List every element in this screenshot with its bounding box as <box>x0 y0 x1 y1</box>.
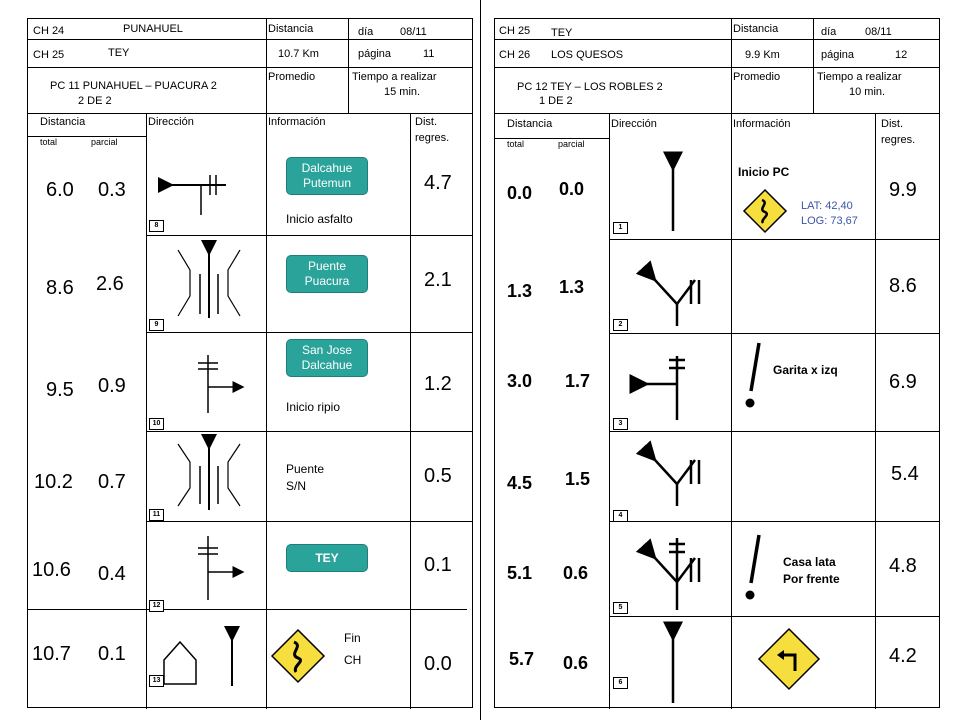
remaining-distance: 6.9 <box>889 371 917 393</box>
header-rule <box>28 39 472 40</box>
tulip-fork-left-diagram <box>609 432 731 522</box>
partial-distance: 0.1 <box>98 643 126 665</box>
info-note: Casa lata <box>783 555 836 569</box>
tulip-fork-left-diagram <box>609 240 731 334</box>
step-index: 1 <box>613 222 628 234</box>
partial-distance: 2.6 <box>96 273 124 295</box>
longitude: LOG: 73,67 <box>801 215 858 227</box>
partial-distance: 0.0 <box>559 179 585 199</box>
step-index: 8 <box>149 220 164 232</box>
step-index: 11 <box>149 509 164 521</box>
col-dist-remaining-2: regres. <box>881 134 916 146</box>
destination-sign <box>286 544 368 572</box>
pc-title: PC 11 PUNAHUEL – PUACURA 2 <box>50 80 217 92</box>
roadbook-page-12 <box>494 18 940 708</box>
tulip-straight-diagram <box>609 617 731 707</box>
remaining-distance: 0.0 <box>424 653 452 675</box>
col-distance: Distancia <box>40 116 86 128</box>
day-label: día <box>358 26 374 38</box>
ch-from-name: PUNAHUEL <box>123 23 183 35</box>
average-label: Promedio <box>733 71 781 83</box>
average-label: Promedio <box>268 71 316 83</box>
header-rule <box>28 113 472 114</box>
col-information: Información <box>268 116 326 128</box>
col-total: total <box>507 139 525 149</box>
info-note: Inicio asfalto <box>286 212 353 226</box>
step-index: 3 <box>613 418 628 430</box>
header-divider <box>266 19 267 113</box>
col-dist-remaining: Dist. <box>881 118 903 130</box>
info-note: Puente <box>286 462 325 476</box>
column-divider <box>410 113 411 709</box>
col-partial: parcial <box>558 139 585 149</box>
col-distance: Distancia <box>507 118 553 130</box>
sign-line: Dalcahue <box>301 358 353 372</box>
time-value: 15 min. <box>384 86 421 98</box>
tulip-right-turn-diagram <box>146 522 266 612</box>
remaining-distance: 4.2 <box>889 645 917 667</box>
partial-distance: 1.3 <box>559 277 585 297</box>
info-note: CH <box>344 653 362 667</box>
remaining-distance: 4.7 <box>424 172 452 194</box>
ch-from-name: TEY <box>551 27 573 39</box>
remaining-distance: 0.5 <box>424 465 452 487</box>
info-note: Inicio ripio <box>286 400 341 414</box>
sign-line: Puente <box>307 259 347 273</box>
tulip-straight-diagram <box>609 139 731 239</box>
tulip-left-turn-diagram <box>146 137 266 237</box>
partial-distance: 0.9 <box>98 375 126 397</box>
partial-distance: 0.7 <box>98 471 126 493</box>
total-distance: 10.6 <box>32 559 71 581</box>
remaining-distance: 4.8 <box>889 555 917 577</box>
subheader-rule <box>28 136 146 137</box>
destination-sign <box>286 255 368 293</box>
sign-line: Dalcahue <box>301 161 353 175</box>
partial-distance: 1.7 <box>565 371 591 391</box>
total-distance: 8.6 <box>46 277 74 299</box>
column-divider <box>266 113 267 709</box>
distance-label: Distancia <box>268 23 314 35</box>
remaining-distance: 9.9 <box>889 179 917 201</box>
step-index: 2 <box>613 319 628 331</box>
header-rule <box>495 39 939 40</box>
header-rule <box>28 67 472 68</box>
col-dist-remaining-2: regres. <box>415 132 450 144</box>
header-divider <box>731 19 732 113</box>
time-label: Tiempo a realizar <box>352 71 437 83</box>
ch-to-name: LOS QUESOS <box>551 49 624 61</box>
subheader-rule <box>495 138 609 139</box>
ch-from: CH 25 <box>499 25 531 37</box>
ch-from: CH 24 <box>33 25 65 37</box>
col-dist-remaining: Dist. <box>415 116 437 128</box>
time-value: 10 min. <box>849 86 886 98</box>
day-value: 08/11 <box>400 26 427 38</box>
col-direction: Dirección <box>611 118 657 130</box>
step-index: 6 <box>613 677 628 689</box>
house-icon <box>164 642 196 684</box>
header-rule <box>495 113 939 114</box>
day-value: 08/11 <box>865 26 892 38</box>
tulip-fork-left-diagram <box>609 522 731 617</box>
ch-to-name: TEY <box>108 47 130 59</box>
step-index: 4 <box>613 510 628 522</box>
sign-line: TEY <box>315 551 339 565</box>
total-distance: 5.1 <box>507 563 533 583</box>
step-index: 12 <box>149 600 164 612</box>
total-distance: 1.3 <box>507 281 533 301</box>
sign-line: Puacura <box>304 274 350 288</box>
col-partial: parcial <box>91 137 118 147</box>
tulip-left-turn-diagram <box>609 334 731 432</box>
page-divider-line <box>480 0 481 720</box>
remaining-distance: 8.6 <box>889 275 917 297</box>
page-label: página <box>821 49 855 61</box>
partial-distance: 0.6 <box>563 653 589 673</box>
distance-value: 10.7 Km <box>278 48 319 60</box>
day-label: día <box>821 26 837 38</box>
header-rule <box>495 67 939 68</box>
tulip-finish-diagram <box>146 622 266 702</box>
exclamation-icon <box>739 531 769 603</box>
step-index: 13 <box>149 675 164 687</box>
total-distance: 5.7 <box>509 649 535 669</box>
sign-line: Putemun <box>302 176 352 190</box>
sign-line: San Jose <box>301 343 353 357</box>
page-value: 12 <box>895 49 908 61</box>
column-divider <box>875 113 876 709</box>
remaining-distance: 2.1 <box>424 269 452 291</box>
winding-road-sign-icon <box>270 628 326 684</box>
info-note: Por frente <box>783 572 840 586</box>
latitude: LAT: 42,40 <box>801 200 853 212</box>
total-distance: 10.7 <box>32 643 71 665</box>
destination-sign <box>286 157 368 195</box>
time-label: Tiempo a realizar <box>817 71 902 83</box>
roadbook-page-11 <box>27 18 473 708</box>
header-divider <box>348 19 349 113</box>
distance-value: 9.9 Km <box>745 49 780 61</box>
partial-distance: 0.4 <box>98 563 126 585</box>
info-note: S/N <box>286 479 307 493</box>
total-distance: 10.2 <box>34 471 73 493</box>
col-direction: Dirección <box>148 116 194 128</box>
info-note: Garita x izq <box>773 363 838 377</box>
page-label: página <box>358 48 392 60</box>
exclamation-icon <box>739 339 769 411</box>
remaining-distance: 0.1 <box>424 554 452 576</box>
step-index: 5 <box>613 602 628 614</box>
info-note: Fin <box>344 631 361 645</box>
total-distance: 3.0 <box>507 371 533 391</box>
remaining-distance: 1.2 <box>424 373 452 395</box>
header-divider <box>813 19 814 113</box>
total-distance: 0.0 <box>507 183 533 203</box>
tulip-right-turn-diagram <box>146 333 266 432</box>
tulip-bridge-diagram <box>146 432 266 522</box>
distance-label: Distancia <box>733 23 779 35</box>
page-value: 11 <box>423 48 435 60</box>
pc-subtitle: 1 DE 2 <box>539 95 573 107</box>
tulip-bridge-diagram <box>146 236 266 333</box>
pc-subtitle: 2 DE 2 <box>78 95 112 107</box>
remaining-distance: 5.4 <box>891 463 919 485</box>
total-distance: 4.5 <box>507 473 533 493</box>
ch-to: CH 26 <box>499 49 531 61</box>
destination-sign <box>286 339 368 377</box>
info-title: Inicio PC <box>738 165 790 179</box>
column-divider <box>731 113 732 709</box>
turn-left-sign-icon <box>757 627 821 691</box>
total-distance: 9.5 <box>46 379 74 401</box>
col-information: Información <box>733 118 791 130</box>
winding-road-sign-icon <box>743 189 787 233</box>
partial-distance: 1.5 <box>565 469 591 489</box>
col-total: total <box>40 137 58 147</box>
total-distance: 6.0 <box>46 179 74 201</box>
step-index: 10 <box>149 418 164 430</box>
pc-title: PC 12 TEY – LOS ROBLES 2 <box>517 81 663 93</box>
partial-distance: 0.6 <box>563 563 589 583</box>
partial-distance: 0.3 <box>98 179 126 201</box>
step-index: 9 <box>149 319 164 331</box>
ch-to: CH 25 <box>33 49 65 61</box>
